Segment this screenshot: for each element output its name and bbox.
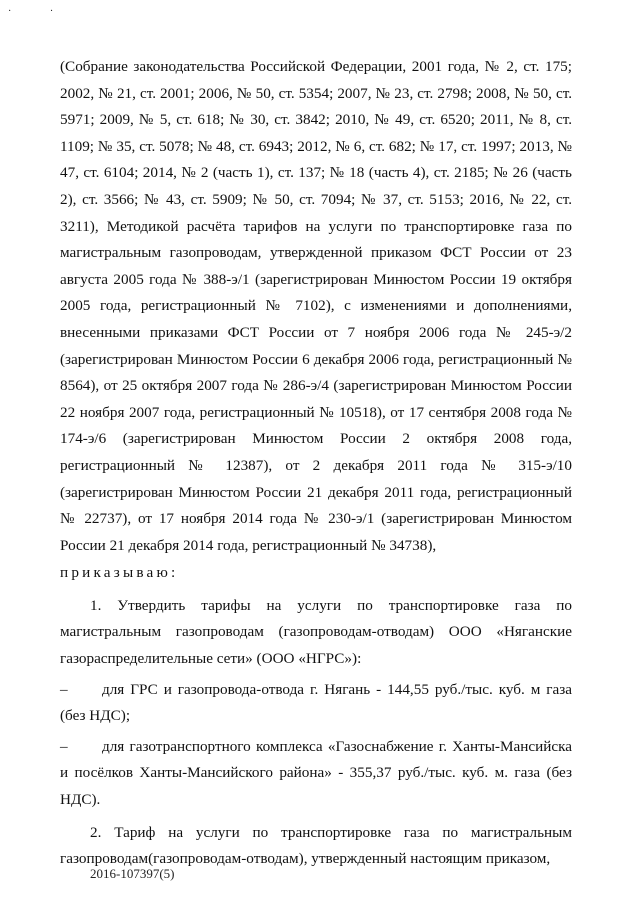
paragraph-legal-basis: (Собрание законодательства Российской Федерации, 2001 года, № 2, ст. 175; 2002, № 21, ст. 2001; 2006, № 50, ст. 5354; 2007, № 23, ст. 2798; 2008, № 50, ст. 5971; 2009, № 5, ст. 618; № 30, ст. 3842; 2010, № 49, ст. 6520; 2011, № 8, ст. 1109; № 35, ст. 5078; № 48, ст. 6943; 2012, № 6, ст. 682; № 17, ст. 1997; 2013, № 47, ст. 6104; 2014, № 2 (часть 1), ст. 137; № 18 (часть 4), ст. 2185; № 26 (часть 2), ст. 3566; № 43, ст. 5909; № 50, ст. 7094; № 37, ст. 5153; 2016, № 22, ст. 3211), Методикой расчёта тарифов на услуги по транспортировке газа по магистральным газопроводам, утвержденной приказом ФСТ России от 23 августа 2005 года № 388-э/1 (зарегистрирован Минюстом России 19 октября 2005 года, регистрационный № 7102), с изменениями и дополнениями, внесенными приказами ФСТ России от 7 ноября 2006 года № 245-э/2 (зарегистрирован Минюстом России 6 декабря 2006 года, регистрационный № 8564), от 25 октября 2007 года № 286-э/4 (зарегистрирован Минюстом России 22 ноября 2007 года, регистрационный № 10518), от 17 сентября 2008 года № 174-э/6 (зарегистрирован Минюстом России 2 октября 2008 года, регистрационный № 12387), от 2 декабря 2011 года № 315-э/10 (зарегистрирован Минюстом России 21 декабря 2011 года, регистрационный № 22737), от 17 ноября 2014 года № 230-э/1 (зарегистрирован Минюстом России 21 декабря 2014 года, регистрационный № 34738), (60, 58, 572, 554)
order-word: приказываю: (60, 564, 179, 582)
footer-doc-number: 2016-107397(5) (90, 866, 175, 881)
dash-marker: – (60, 680, 68, 698)
document-body (60, 54, 572, 873)
item-2-paragraph: 2. Тариф на услуги по транспортировке газа по магистральным газопроводам(газопроводам-отводам), утвержденный настоящим приказом, (60, 823, 572, 868)
dash-item-2 (60, 734, 572, 814)
dash-marker: – (60, 737, 68, 755)
dash-item-text: для ГРС и газопровода-отвода г. Нягань - 144,55 руб./тыс. куб. м газа (без НДС); (60, 680, 572, 725)
dash-item-text: для газотранспортного комплекса «Газоснабжение г. Ханты-Мансийска и посёлков Ханты-Мансийского района» - 355,37 руб./тыс. куб. м. газа (без НДС). (60, 737, 572, 809)
item-1-paragraph: 1. Утвердить тарифы на услуги по транспортировке газа по магистральным газопроводам (газопроводам-отводам) ООО «Няганские газораспределительные сети» (ООО «НГРС»): (60, 596, 572, 668)
scan-marks: · · (8, 6, 72, 17)
dash-item-1 (60, 677, 572, 730)
